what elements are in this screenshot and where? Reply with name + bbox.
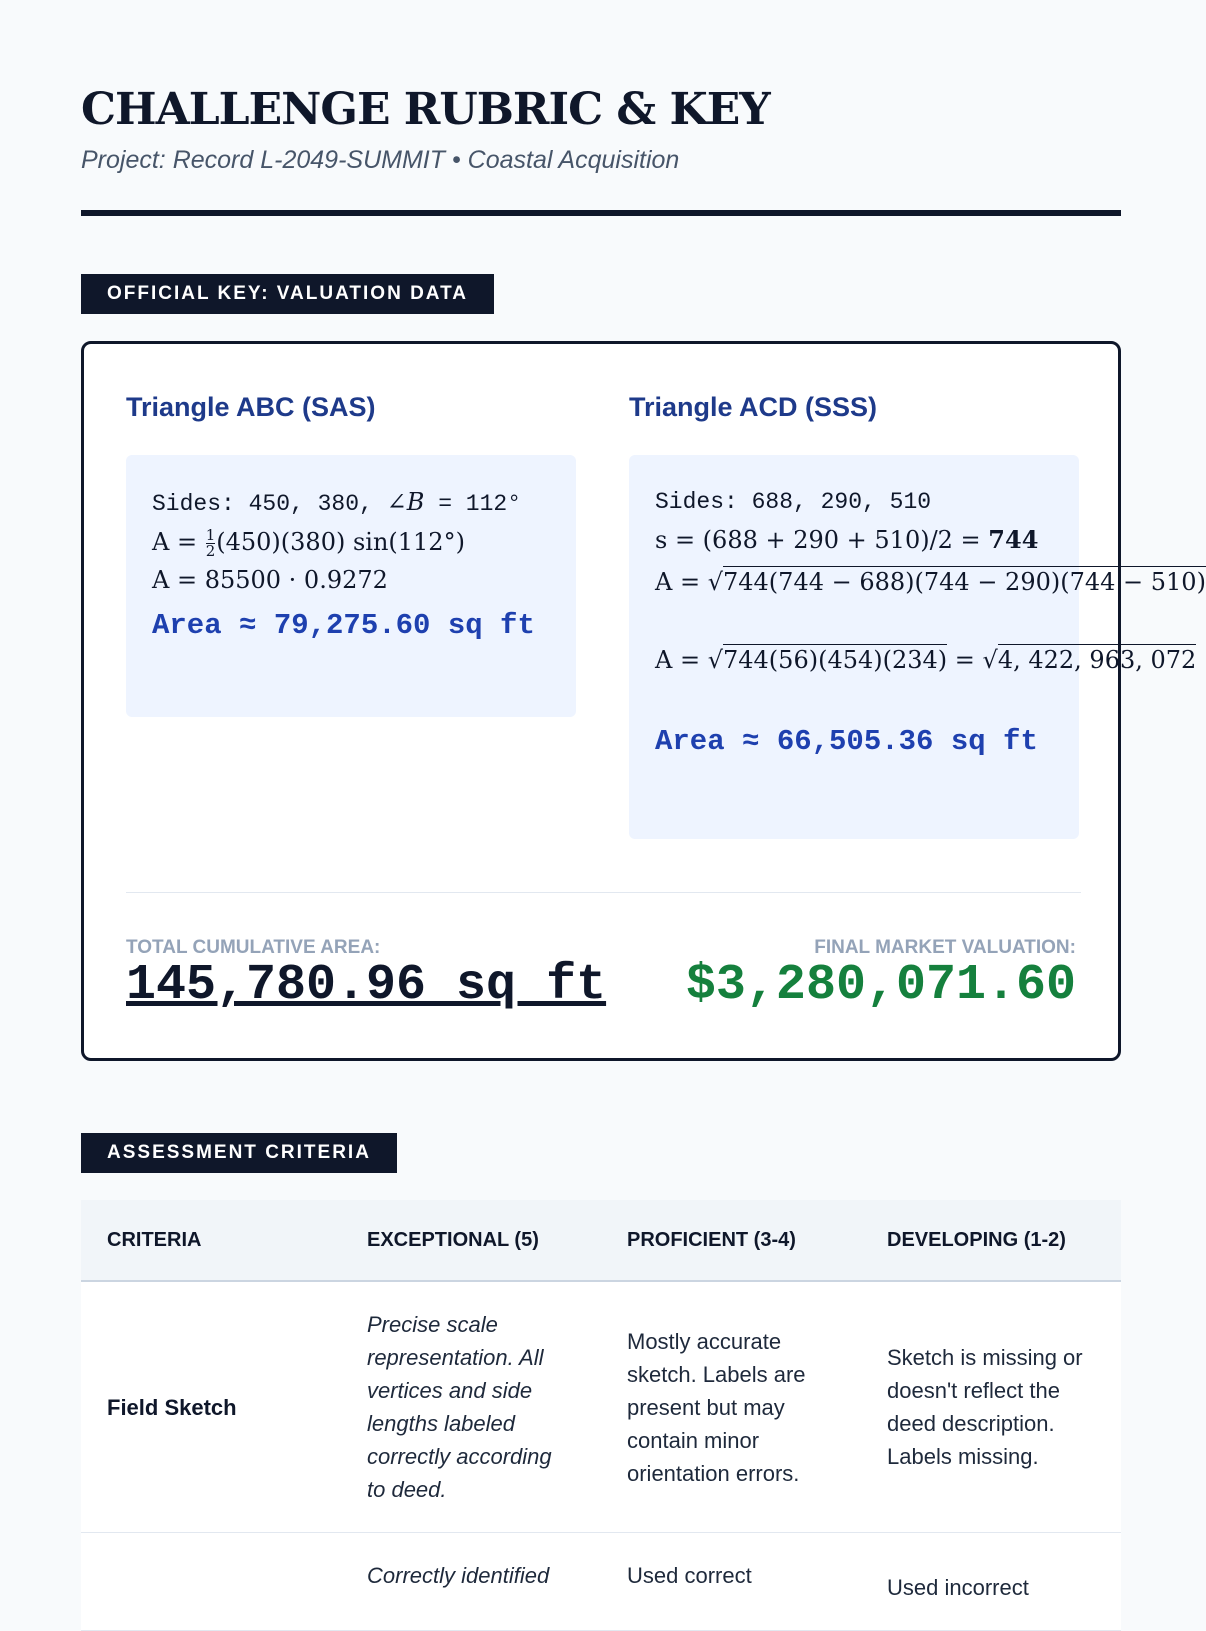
column-header-developing: DEVELOPING (1-2) xyxy=(861,1200,1121,1281)
acd-substituted-line: A = √744(56)(454)(234) = √4, 422, 963, 072 xyxy=(655,646,1197,674)
abc-formula-prefix: A = xyxy=(152,528,205,556)
final-valuation-value: $3,280,071.60 xyxy=(685,957,1076,1014)
assessment-criteria-table xyxy=(81,1200,1121,1631)
page-subtitle: Project: Record L-2049-SUMMIT • Coastal Acquisition xyxy=(81,146,680,174)
final-valuation-label: FINAL MARKET VALUATION: xyxy=(814,937,1076,958)
exceptional-cell: Correctly identified xyxy=(341,1533,601,1631)
abc-frac-den: 2 xyxy=(205,542,216,560)
acd-s-value: 744 xyxy=(988,525,1039,554)
card-divider xyxy=(126,892,1081,893)
acd-sides-line: Sides: 688, 290, 510 xyxy=(655,489,932,515)
acd-semiperimeter-line xyxy=(655,521,1053,559)
exceptional-cell: Precise scale representation. All vertices and side lengths labeled correctly according to deed. xyxy=(341,1281,601,1533)
triangle-abc-title: Triangle ABC (SAS) xyxy=(126,392,376,422)
abc-sides-text: Sides: 450, 380, xyxy=(152,491,387,517)
key-section-label: OFFICIAL KEY: VALUATION DATA xyxy=(81,274,494,314)
triangle-acd-calc xyxy=(629,455,1206,839)
acd-heron-prefix: A = xyxy=(655,568,708,596)
acd-area-result: Area ≈ 66,505.36 sq ft xyxy=(655,725,1038,758)
triangle-abc-calc xyxy=(126,455,576,717)
page-title: CHALLENGE RUBRIC & KEY xyxy=(81,84,770,135)
acd-heron-radicand: 744(744 − 688)(744 − 290)(744 − 510) xyxy=(723,568,1206,596)
criteria-cell xyxy=(81,1533,341,1631)
developing-cell: Used incorrect xyxy=(861,1533,1121,1631)
abc-product-line: A = 85500 · 0.9272 xyxy=(152,566,388,594)
valuation-key-card xyxy=(81,341,1206,1061)
column-header-criteria: CRITERIA xyxy=(81,1200,341,1281)
table-row xyxy=(81,1281,1121,1533)
column-header-exceptional: EXCEPTIONAL (5) xyxy=(341,1200,601,1281)
acd-line3-radicand2: 4, 422, 963, 072 xyxy=(997,646,1197,674)
developing-cell: Sketch is missing or doesn't reflect the deed description. Labels missing. xyxy=(861,1281,1121,1533)
acd-s-formula: s = (688 + 290 + 510)/2 = xyxy=(655,526,989,554)
abc-formula-line xyxy=(152,523,550,561)
acd-line3-prefix: A = xyxy=(655,646,708,674)
total-area-value: 145,780.96 sq ft xyxy=(126,957,607,1014)
triangle-acd-title: Triangle ACD (SSS) xyxy=(629,392,878,422)
abc-sides-line xyxy=(152,483,550,523)
acd-line3-equals: = xyxy=(947,646,983,674)
table-header-row xyxy=(81,1200,1121,1281)
criteria-section-label: ASSESSMENT CRITERIA xyxy=(81,1133,397,1173)
proficient-cell: Used correct xyxy=(601,1533,861,1631)
criteria-cell: Field Sketch xyxy=(81,1281,341,1533)
abc-area-result: Area ≈ 79,275.60 sq ft xyxy=(152,609,535,642)
abc-angle-value: = 112° xyxy=(424,491,522,517)
abc-formula-rest: (450)(380) sin(112°) xyxy=(216,528,465,556)
table-row xyxy=(81,1533,1121,1631)
abc-half-fraction xyxy=(206,528,216,559)
acd-line3-radicand1: 744(56)(454)(234) xyxy=(723,646,948,674)
abc-frac-num: 1 xyxy=(205,526,216,544)
abc-angle-var: ∠B xyxy=(386,488,425,516)
total-area-label: TOTAL CUMULATIVE AREA: xyxy=(126,937,381,958)
acd-heron-line: A = √744(744 − 688)(744 − 290)(744 − 510) xyxy=(655,568,1206,596)
proficient-cell: Mostly accurate sketch. Labels are present but may contain minor orientation errors. xyxy=(601,1281,861,1533)
title-divider xyxy=(81,210,1121,216)
column-header-proficient: PROFICIENT (3-4) xyxy=(601,1200,861,1281)
